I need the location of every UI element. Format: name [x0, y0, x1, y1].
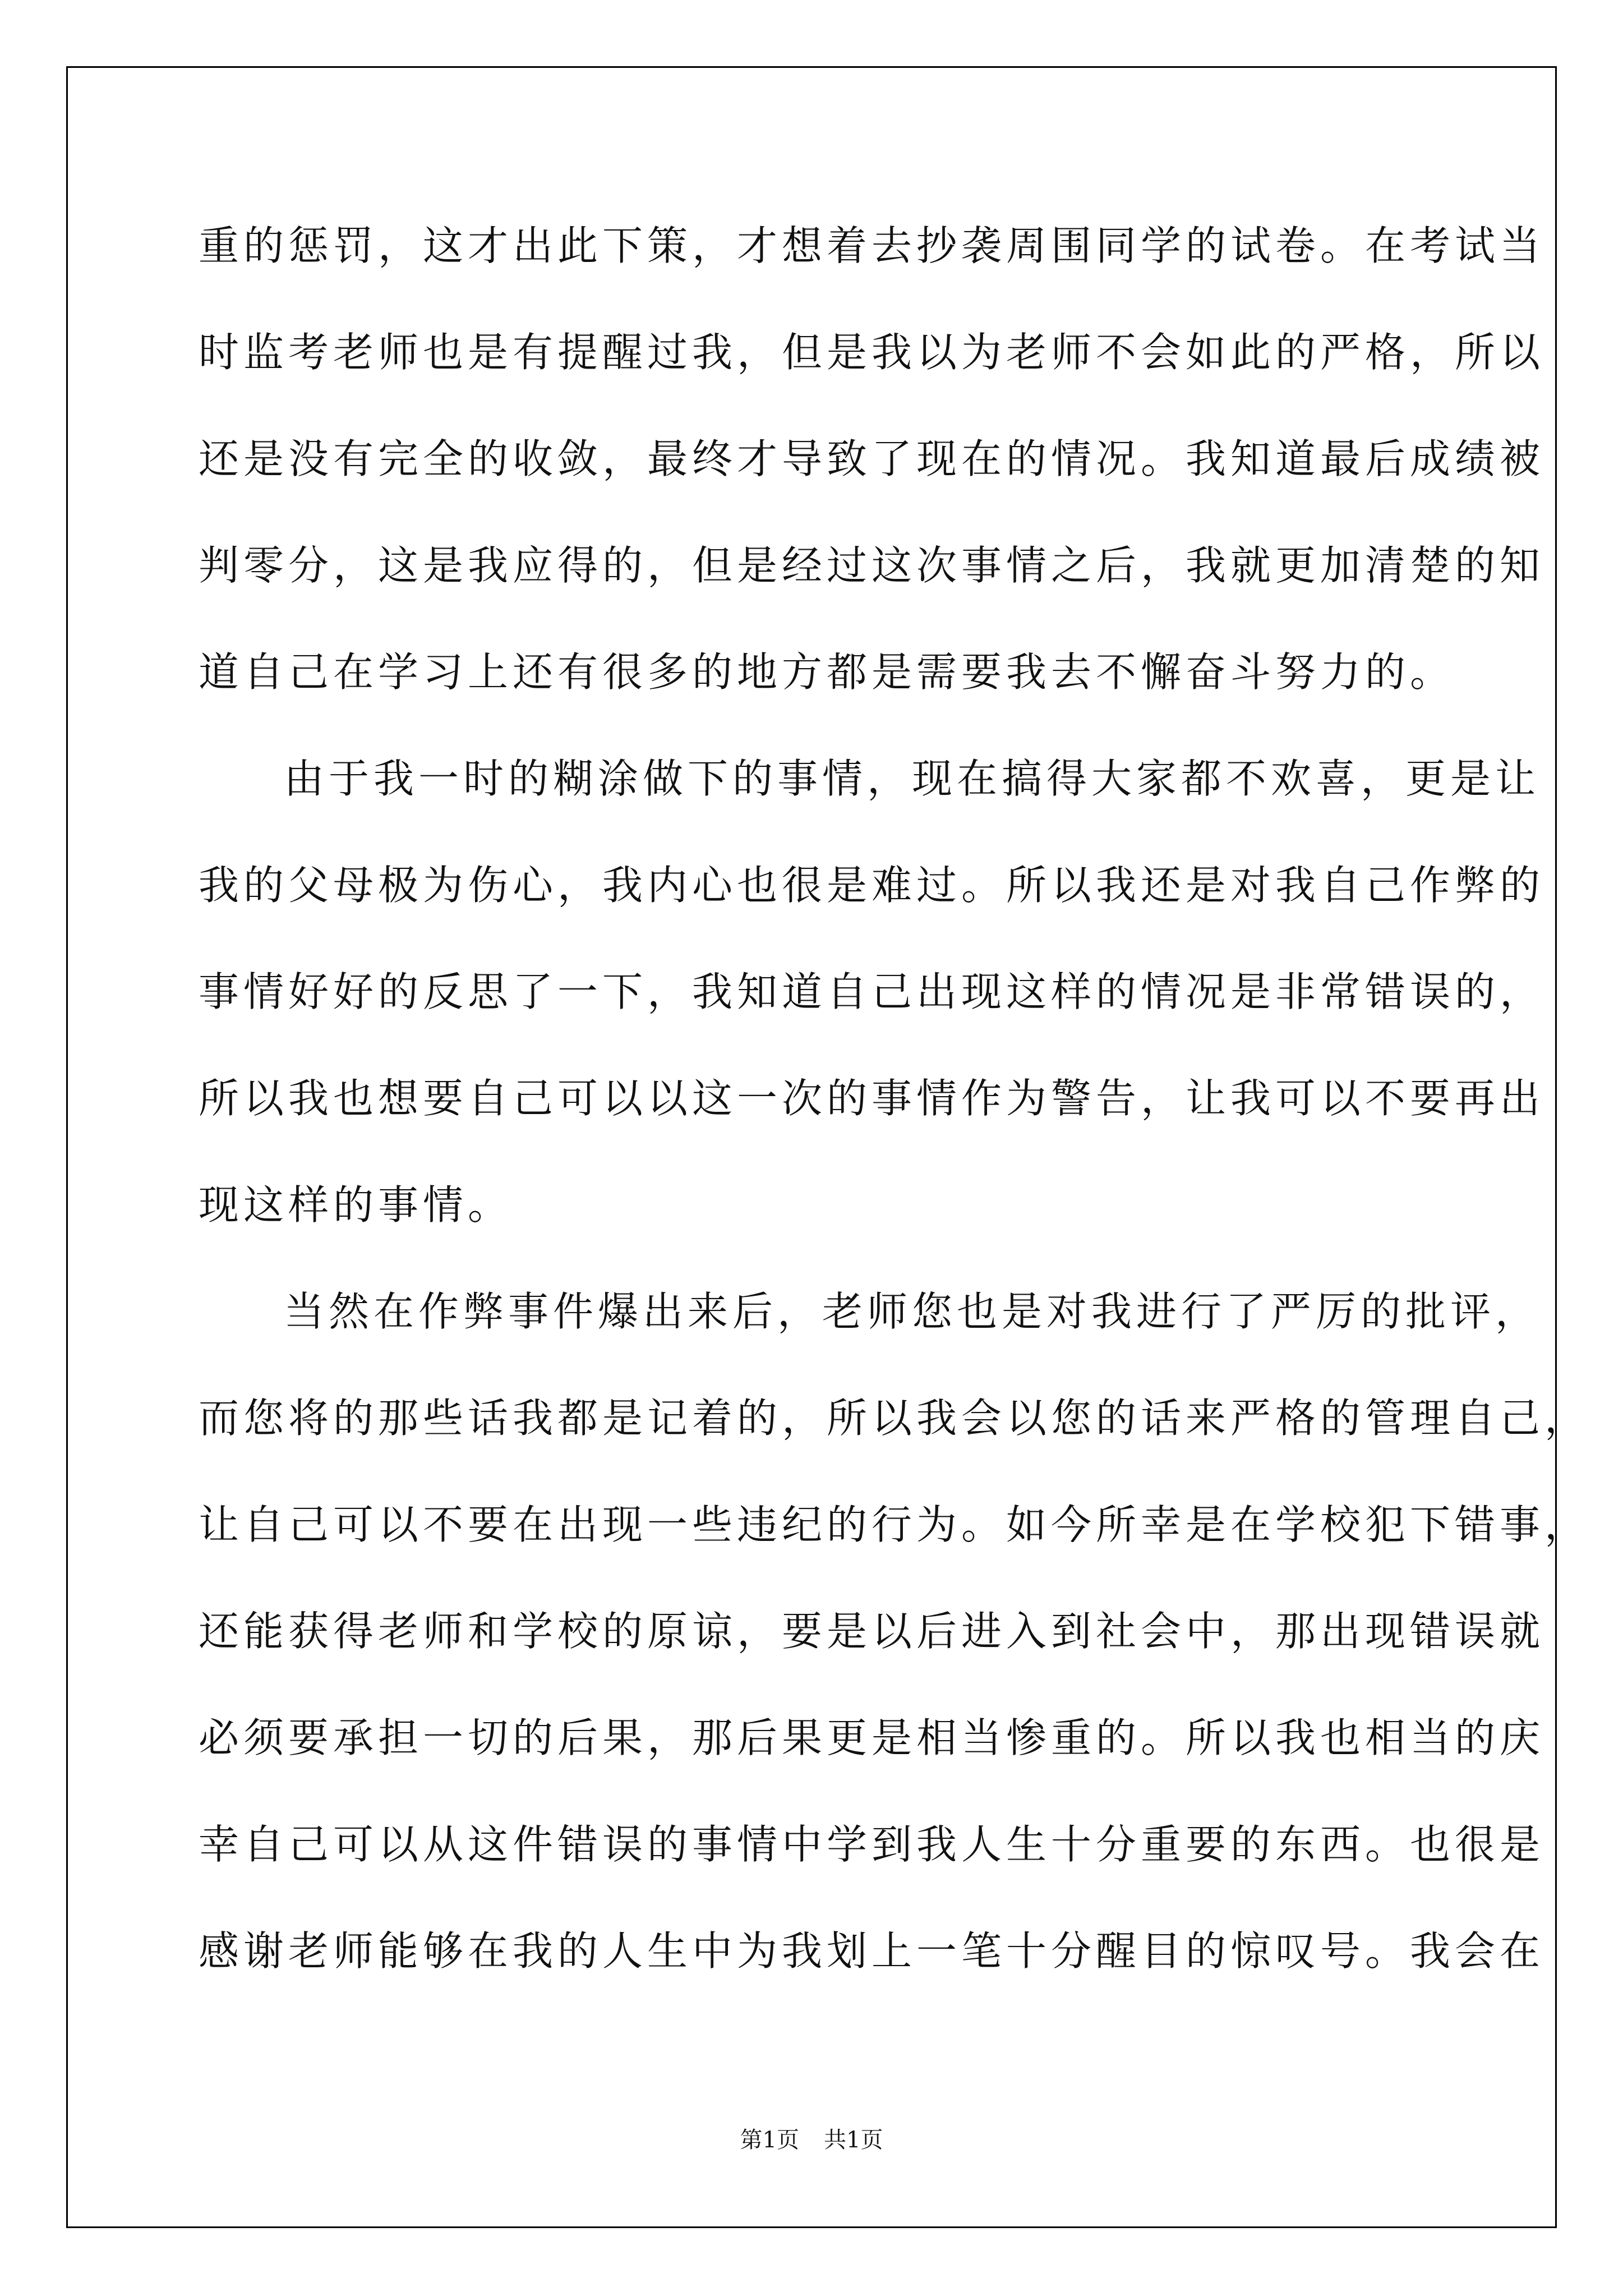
text-line: 现这样的事情。: [199, 1181, 513, 1228]
text-line: 让自己可以不要在出现一些违纪的行为。如今所幸是在学校犯下错事，: [199, 1501, 1590, 1548]
text-line: 而您将的那些话我都是记着的，所以我会以您的话来严格的管理自己，: [199, 1395, 1590, 1442]
paragraph-start-line: 当然在作弊事件爆出来后，老师您也是对我进行了严厉的批评，: [284, 1288, 1541, 1335]
page-total: 共1页: [824, 2127, 883, 2153]
text-line: 还是没有完全的收敛，最终才导致了现在的情况。我知道最后成绩被: [199, 435, 1545, 482]
text-line: 事情好好的反思了一下，我知道自己出现这样的情况是非常错误的，: [199, 968, 1545, 1015]
text-line: 道自己在学习上还有很多的地方都是需要我去不懈奋斗努力的。: [199, 648, 1455, 696]
text-line: 所以我也想要自己可以以这一次的事情作为警告，让我可以不要再出: [199, 1075, 1545, 1122]
text-line: 我的父母极为伤心，我内心也很是难过。所以我还是对我自己作弊的: [199, 862, 1545, 909]
text-line: 幸自己可以从这件错误的事情中学到我人生十分重要的东西。也很是: [199, 1821, 1545, 1868]
text-line: 感谢老师能够在我的人生中为我划上一笔十分醒目的惊叹号。我会在: [199, 1927, 1545, 1975]
text-line: 必须要承担一切的后果，那后果更是相当惨重的。所以我也相当的庆: [199, 1714, 1545, 1761]
document-body: [199, 218, 1590, 2030]
text-line: 重的惩罚，这才出此下策，才想着去抄袭周围同学的试卷。在考试当: [199, 222, 1545, 269]
text-line: 还能获得老师和学校的原谅，要是以后进入到社会中，那出现错误就: [199, 1608, 1545, 1655]
page-number: 第1页: [740, 2127, 799, 2153]
paragraph-start-line: 由于我一时的糊涂做下的事情，现在搞得大家都不欢喜，更是让: [284, 755, 1541, 802]
text-line: 判零分，这是我应得的，但是经过这次事情之后，我就更加清楚的知: [199, 542, 1545, 589]
page-footer: [0, 2122, 1623, 2154]
text-line: 时监考老师也是有提醒过我，但是我以为老师不会如此的严格，所以: [199, 329, 1545, 376]
